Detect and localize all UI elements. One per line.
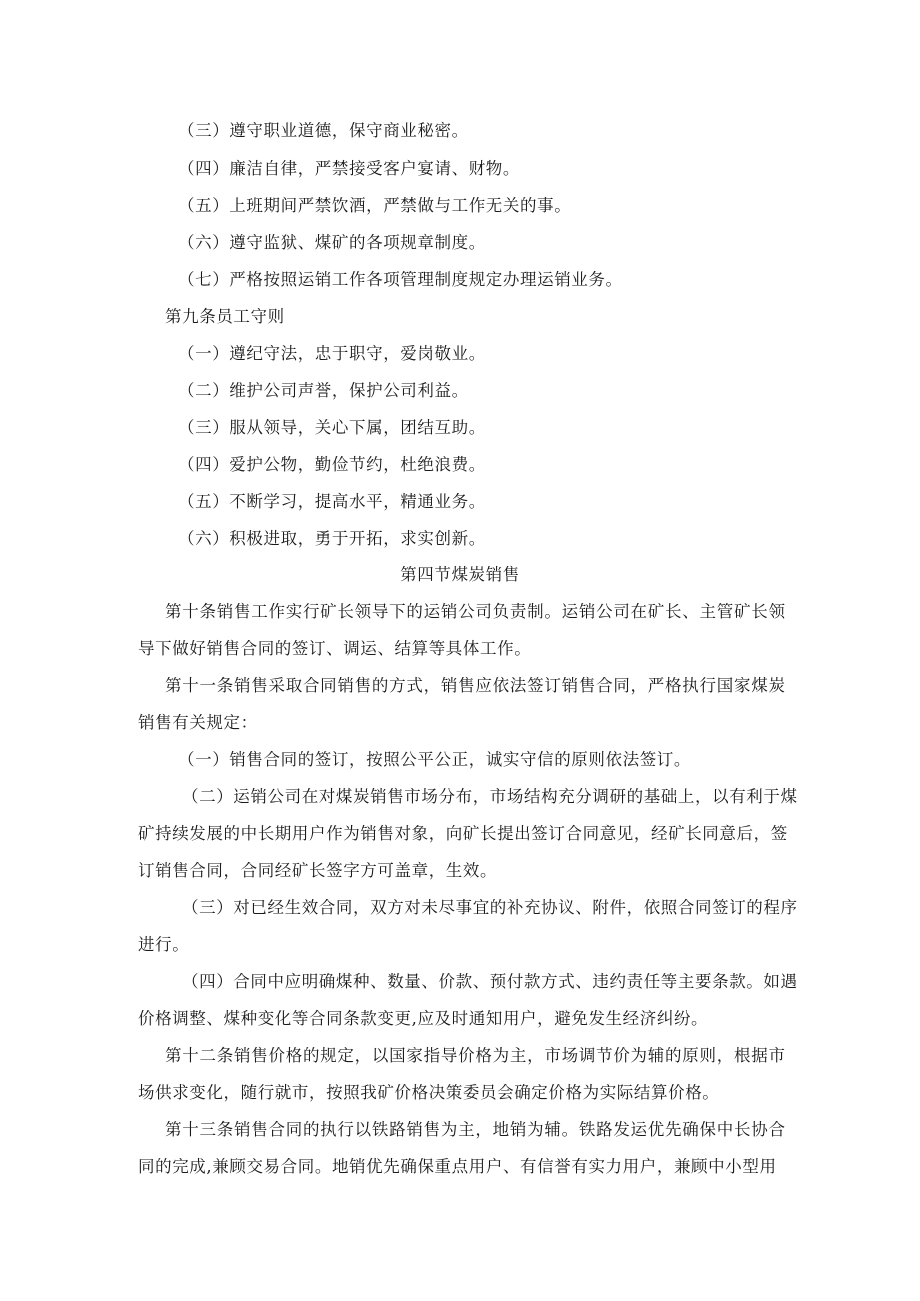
list-item: （六）积极进取，勇于开拓，求实创新。 <box>178 529 486 548</box>
list-item: （四）爱护公物，勤俭节约，杜绝浪费。 <box>178 455 486 474</box>
article-9-title: 第九条员工守则 <box>165 307 285 326</box>
list-item: （三）对已经生效合同，双方对未尽事宜的补充协议、附件，依照合同签订的程序 <box>182 898 798 917</box>
list-item: （三）服从领导，关心下属，团结互助。 <box>178 418 486 437</box>
article-12-line: 场供求变化，随行就市，按照我矿价格决策委员会确定价格为实际结算价格。 <box>138 1083 720 1102</box>
list-item: （三）遵守职业道德，保守商业秘密。 <box>178 121 469 140</box>
article-11-line: 销售有关规定： <box>138 713 258 732</box>
list-item: （二）维护公司声誉，保护公司利益。 <box>178 381 469 400</box>
article-12-line: 第十二条销售价格的规定，以国家指导价格为主，市场调节价为辅的原则，根据市 <box>165 1046 785 1065</box>
list-item: （五）上班期间严禁饮酒，严禁做与工作无关的事。 <box>178 196 572 215</box>
article-10-line: 第十条销售工作实行矿长领导下的运销公司负责制。运销公司在矿长、主管矿长领 <box>165 602 785 621</box>
section-heading: 第四节煤炭销售 <box>400 565 520 584</box>
article-10-line: 导下做好销售合同的签订、调运、结算等具体工作。 <box>138 639 532 658</box>
list-item: 价格调整、煤种变化等合同条款变更,应及时通知用户，避免发生经济纠纷。 <box>138 1009 709 1028</box>
article-13-line: 同的完成,兼顾交易合同。地销优先确保重点用户、有信誉有实力用户，兼顾中小型用 <box>138 1157 777 1176</box>
list-item: （二）运销公司在对煤炭销售市场分布，市场结构充分调研的基础上，以有利于煤 <box>182 787 798 806</box>
list-item: （六）遵守监狱、煤矿的各项规章制度。 <box>178 233 486 252</box>
article-11-line: 第十一条销售采取合同销售的方式，销售应依法签订销售合同，严格执行国家煤炭 <box>165 676 785 695</box>
list-item: （四）廉洁自律，严禁接受客户宴请、财物。 <box>178 159 520 178</box>
list-item: （四）合同中应明确煤种、数量、价款、预付款方式、违约责任等主要条款。如遇 <box>182 972 798 991</box>
list-item: （五）不断学习，提高水平，精通业务。 <box>178 492 486 511</box>
list-item: 矿持续发展的中长期用户作为销售对象，向矿长提出签订合同意见，经矿长同意后，签 <box>138 824 788 843</box>
list-item: 订销售合同，合同经矿长签字方可盖章，生效。 <box>138 861 498 880</box>
list-item: （七）严格按照运销工作各项管理制度规定办理运销业务。 <box>178 270 623 289</box>
list-item: （一）遵纪守法，忠于职守，爱岗敬业。 <box>178 344 486 363</box>
list-item: （一）销售合同的签订，按照公平公正，诚实守信的原则依法签订。 <box>178 750 691 769</box>
list-item: 进行。 <box>138 935 190 954</box>
article-13-line: 第十三条销售合同的执行以铁路销售为主，地销为辅。铁路发运优先确保中长协合 <box>165 1120 785 1139</box>
